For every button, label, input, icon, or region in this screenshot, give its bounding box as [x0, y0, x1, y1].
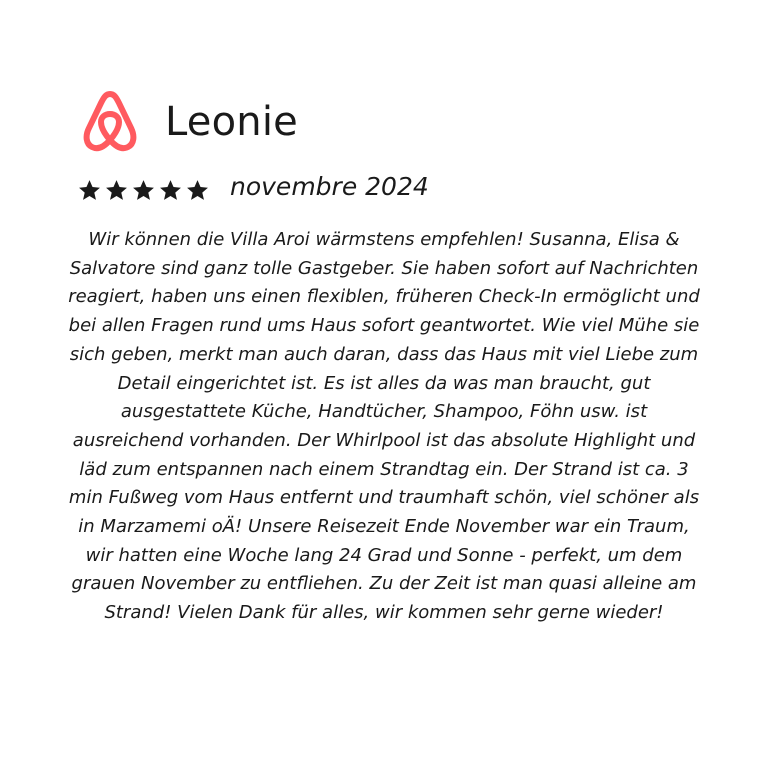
review-date: novembre 2024	[230, 172, 429, 201]
review-text: Wir können die Villa Aroi wärmstens empfehlen! Susanna, Elisa & Salvatore sind ganz tolle Gastgeber. Sie haben sofort auf Nachrichten reagiert, haben uns einen flexiblen, früheren Check-In ermöglicht und bei allen Fragen rund ums Haus sofort geantwortet. Wie viel Mühe sie sich geben, merkt man auch daran, dass das Haus mit viel Liebe zum Detail eingerichtet ist. Es ist alles da was man braucht, gut ausgestattete Küche, Handtücher, Shampoo, Föhn usw. ist ausreichend vorhanden. Der Whirlpool ist das absolute Highlight und läd zum entspannen nach einem Strandtag ein. Der Strand ist ca. 3 min Fußweg vom Haus entfernt und traumhaft schön, viel schöner als in Marzamemi oÄ! Unsere Reisezeit Ende November war ein Traum, wir hatten eine Woche lang 24 Grad und Sonne - perfekt, um dem grauen November zu entfliehen. Zu der Zeit ist man quasi alleine am Strand! Vielen Dank für alles, wir kommen sehr gerne wieder!	[68, 229, 700, 624]
star-icon	[185, 178, 210, 203]
star-icon	[158, 178, 183, 203]
star-icon	[131, 178, 156, 203]
star-icon	[77, 178, 102, 203]
star-icon	[104, 178, 129, 203]
airbnb-logo-icon	[80, 88, 140, 154]
reviewer-name: Leonie	[165, 99, 298, 145]
star-rating	[77, 178, 210, 203]
